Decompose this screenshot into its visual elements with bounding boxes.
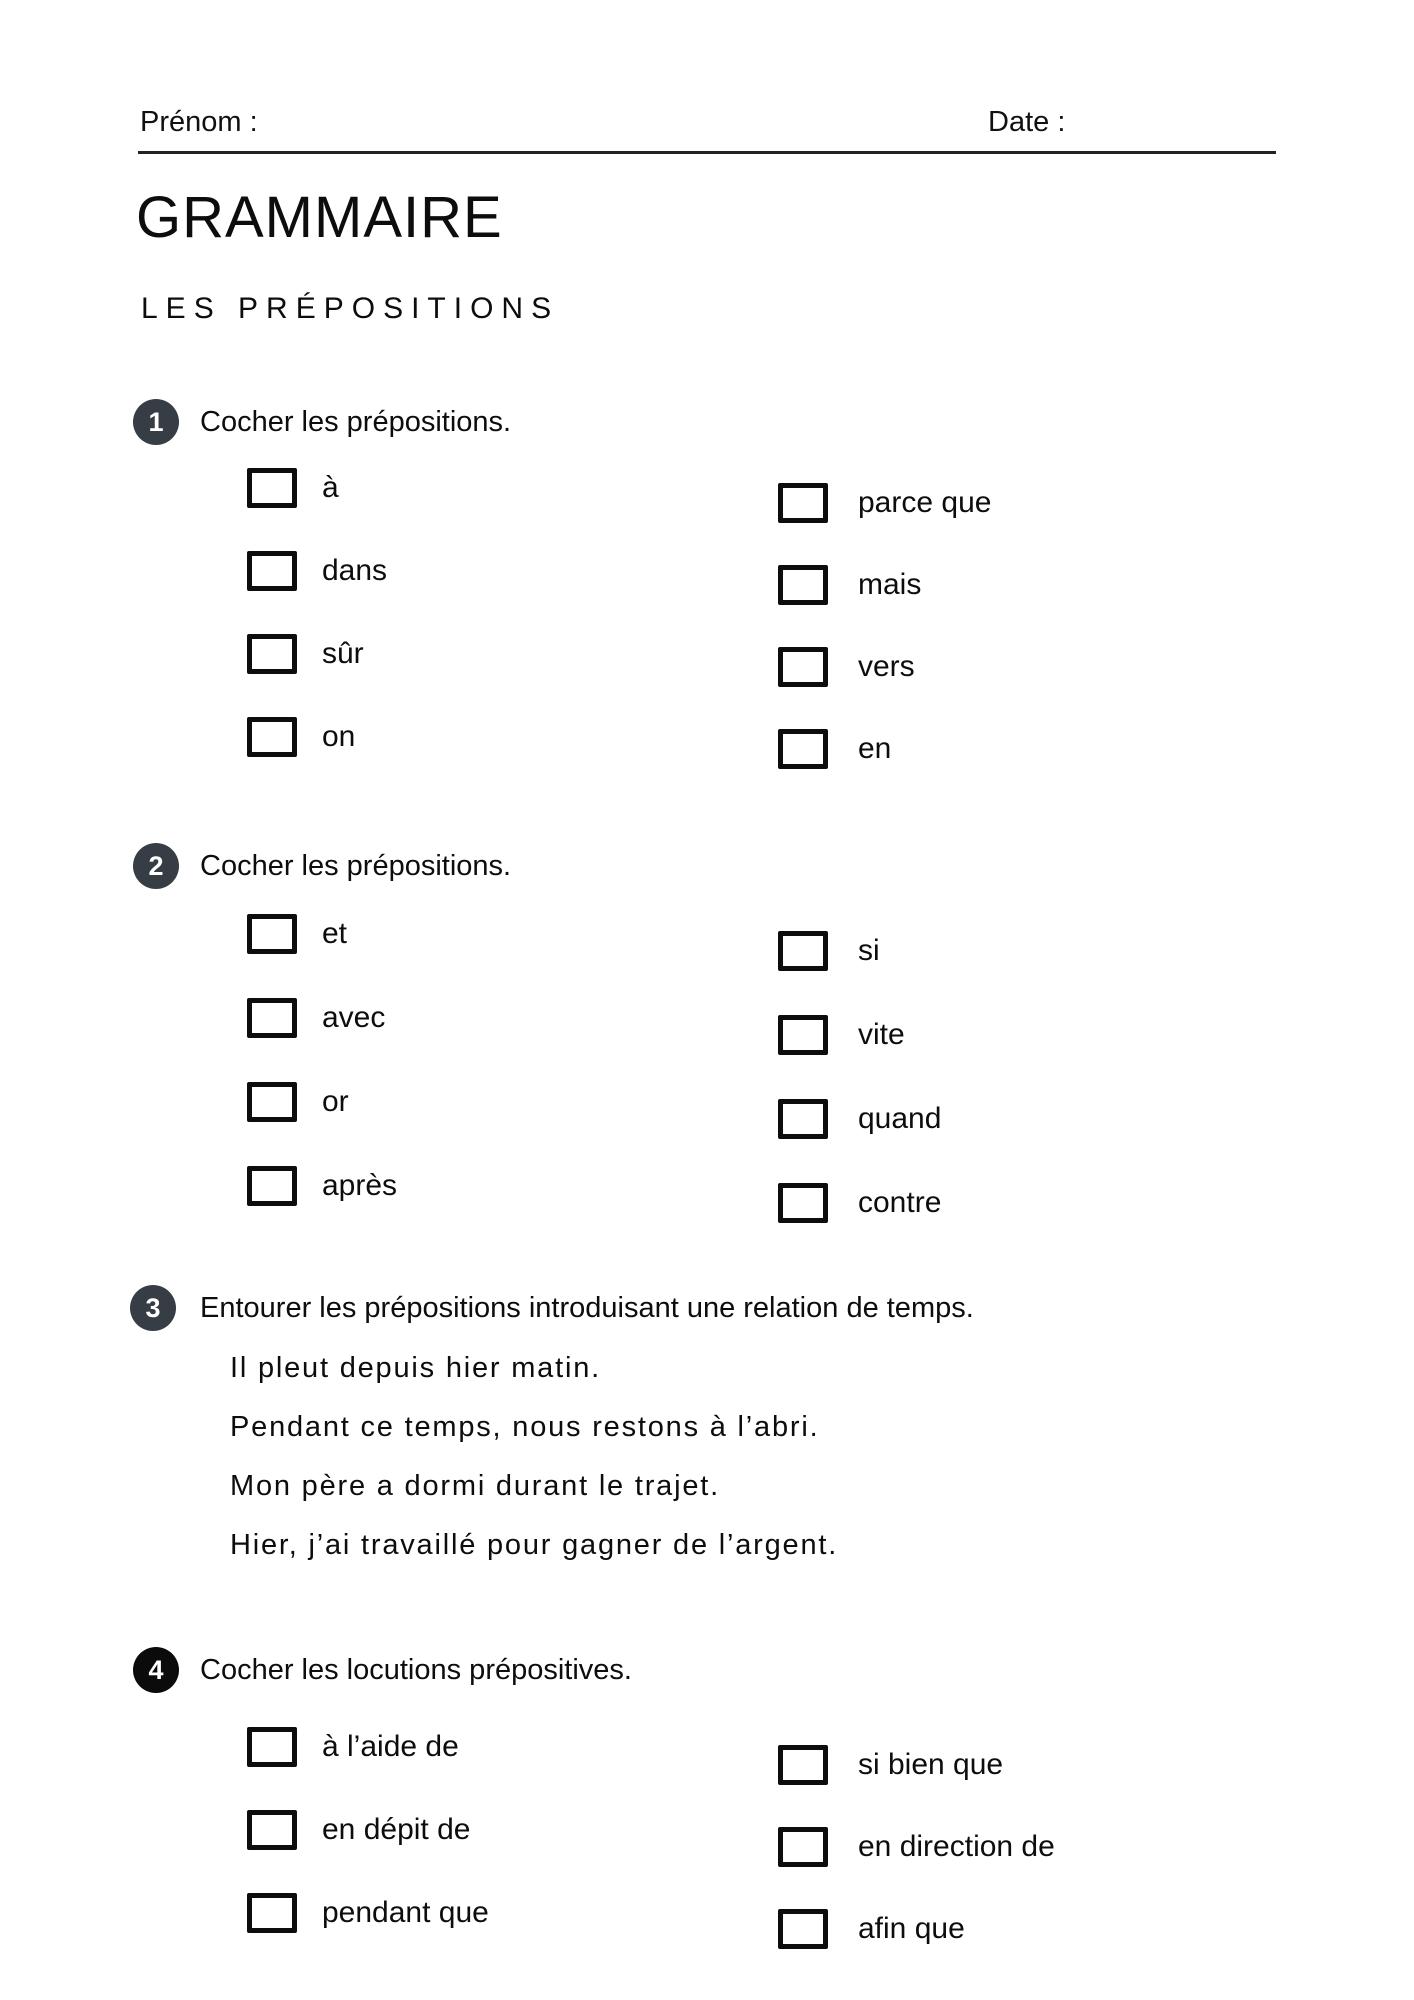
checkbox-label: contre xyxy=(858,1186,942,1219)
exercise-2-badge xyxy=(133,843,179,889)
exercise-1-badge xyxy=(133,399,179,445)
checkbox-item xyxy=(778,729,891,769)
checkbox[interactable] xyxy=(247,1727,297,1767)
checkbox-item xyxy=(247,998,385,1038)
checkbox[interactable] xyxy=(778,647,828,687)
checkbox-label: sûr xyxy=(322,637,364,670)
checkbox[interactable] xyxy=(778,729,828,769)
exercise-3-instruction: Entourer les prépositions introduisant une relation de temps. xyxy=(200,1292,974,1324)
checkbox-item xyxy=(778,647,915,687)
exercise-3-badge xyxy=(130,1285,176,1331)
checkbox[interactable] xyxy=(247,1082,297,1122)
checkbox-item xyxy=(247,1893,489,1933)
exercise-3-number: 3 xyxy=(145,1292,161,1323)
checkbox-item xyxy=(778,565,921,605)
exercise-4-badge xyxy=(133,1647,179,1693)
exercise-4-number: 4 xyxy=(148,1654,164,1685)
checkbox[interactable] xyxy=(778,1099,828,1139)
checkbox-label: avec xyxy=(322,1001,386,1034)
checkbox-label: vers xyxy=(858,650,915,683)
exercise-4-instruction: Cocher les locutions prépositives. xyxy=(200,1654,632,1686)
checkbox[interactable] xyxy=(247,914,297,954)
checkbox[interactable] xyxy=(778,1827,828,1867)
checkbox-item xyxy=(778,1183,941,1223)
checkbox-label: à l’aide de xyxy=(322,1730,459,1763)
checkbox[interactable] xyxy=(247,1893,297,1933)
exercise-2-number: 2 xyxy=(148,850,164,881)
checkbox-label: en direction de xyxy=(858,1830,1055,1863)
checkbox-item xyxy=(247,634,364,674)
checkbox-label: pendant que xyxy=(322,1896,489,1929)
checkbox-item xyxy=(247,1810,470,1850)
checkbox-item xyxy=(247,1166,397,1206)
checkbox[interactable] xyxy=(247,1166,297,1206)
checkbox[interactable] xyxy=(778,1015,828,1055)
exercise-2-instruction: Cocher les prépositions. xyxy=(200,850,512,882)
sentence: Mon père a dormi durant le trajet. xyxy=(230,1470,720,1502)
checkbox-label: afin que xyxy=(858,1912,965,1945)
checkbox-item xyxy=(778,1015,905,1055)
checkbox[interactable] xyxy=(778,1183,828,1223)
checkbox-label: si xyxy=(858,934,880,967)
checkbox-item xyxy=(778,931,880,971)
checkbox-item xyxy=(247,468,339,508)
checkbox[interactable] xyxy=(778,483,828,523)
checkbox-label: en dépit de xyxy=(322,1813,471,1846)
sentence: Il pleut depuis hier matin. xyxy=(230,1352,601,1384)
exercise-1-number: 1 xyxy=(148,406,164,437)
checkbox-label: dans xyxy=(322,554,388,587)
checkbox-label: parce que xyxy=(858,486,992,519)
checkbox-item xyxy=(778,1745,1003,1785)
checkbox-item xyxy=(247,914,347,954)
checkbox[interactable] xyxy=(247,634,297,674)
checkbox-item xyxy=(247,1082,349,1122)
date-label: Date : xyxy=(988,106,1066,138)
page-title: GRAMMAIRE xyxy=(136,185,503,250)
checkbox[interactable] xyxy=(247,717,297,757)
checkbox[interactable] xyxy=(778,1745,828,1785)
checkbox-label: on xyxy=(322,720,356,753)
exercise-1-instruction: Cocher les prépositions. xyxy=(200,406,512,438)
checkbox-label: vite xyxy=(858,1018,905,1051)
checkbox-item xyxy=(778,1909,965,1949)
checkbox-label: si bien que xyxy=(858,1748,1004,1781)
checkbox-label: or xyxy=(322,1085,349,1118)
checkbox[interactable] xyxy=(778,1909,828,1949)
checkbox-item xyxy=(247,717,355,757)
checkbox-item xyxy=(778,1827,1055,1867)
sentence: Hier, j’ai travaillé pour gagner de l’argent. xyxy=(230,1529,839,1561)
checkbox[interactable] xyxy=(247,551,297,591)
checkbox-label: en xyxy=(858,732,892,765)
checkbox[interactable] xyxy=(247,1810,297,1850)
checkbox-item xyxy=(247,551,387,591)
sentence: Pendant ce temps, nous restons à l’abri. xyxy=(230,1411,820,1443)
checkbox[interactable] xyxy=(247,998,297,1038)
page-subtitle: LES PRÉPOSITIONS xyxy=(141,292,560,325)
checkbox-label: mais xyxy=(858,568,922,601)
checkbox-label: après xyxy=(322,1169,398,1202)
checkbox-label: et xyxy=(322,917,348,950)
prenom-label: Prénom : xyxy=(140,106,258,138)
checkbox-item xyxy=(778,1099,941,1139)
checkbox-label: quand xyxy=(858,1102,942,1135)
checkbox-item xyxy=(778,483,991,523)
checkbox[interactable] xyxy=(778,931,828,971)
checkbox[interactable] xyxy=(247,468,297,508)
checkbox-item xyxy=(247,1727,459,1767)
header-rule xyxy=(138,151,1276,154)
checkbox-label: à xyxy=(322,471,339,504)
checkbox[interactable] xyxy=(778,565,828,605)
